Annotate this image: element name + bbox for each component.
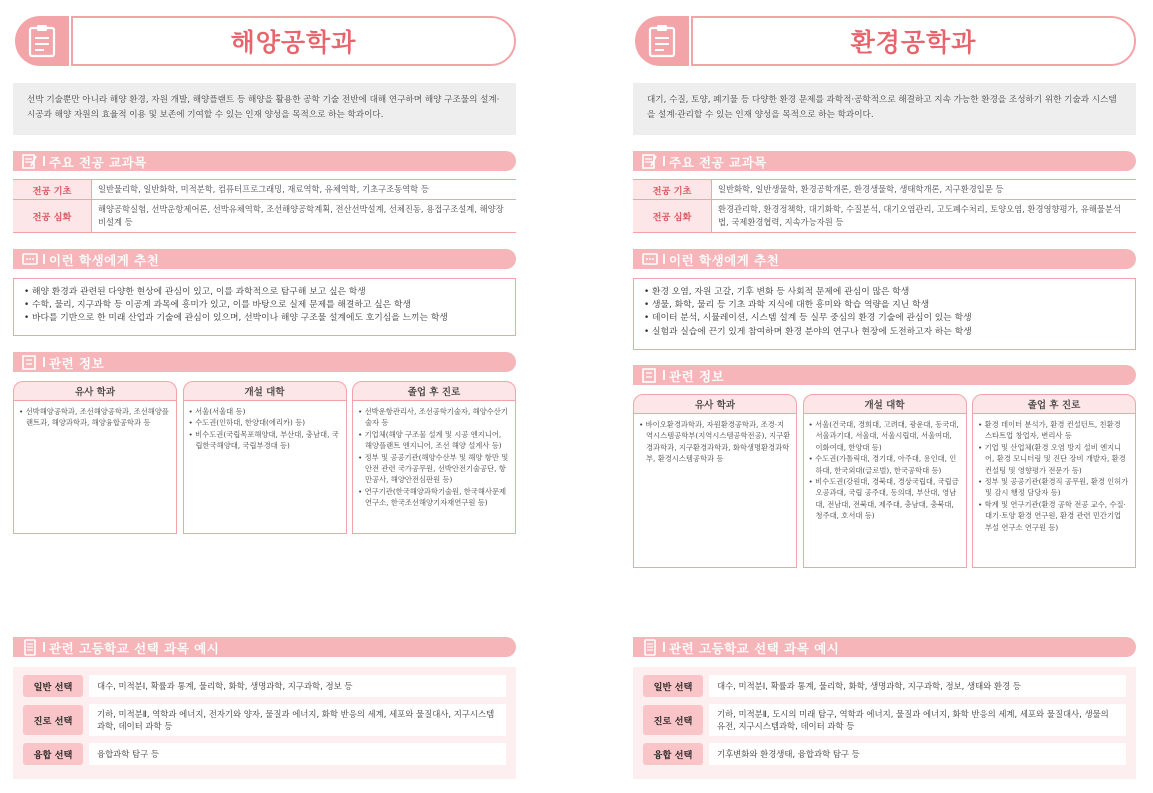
course-value: 일반화학, 일반생물학, 환경공학개론, 환경생물학, 생태학개론, 지구환경입문 등 <box>711 180 1136 199</box>
hs-value: 대수, 미적분Ⅰ, 확률과 통계, 물리학, 화학, 생명과학, 지구과학, 정보 등 <box>89 675 506 697</box>
section-title: 주요 전공 교과목 <box>669 155 767 170</box>
hs-label: 일반 선택 <box>643 675 703 697</box>
list-item: • 연구기관(한국해양과학기술원, 한국해사문제연구소, 한국조선해양기자재연구원 등) <box>358 486 510 509</box>
info-column-similar <box>13 381 177 534</box>
info-body <box>633 414 797 568</box>
section-title: 관련 정보 <box>669 369 725 384</box>
hs-row <box>23 743 506 765</box>
list-item: • 환경 데이터 분석가, 환경 컨설턴트, 친환경 스타트업 창업자, 변리사 등 <box>978 419 1130 442</box>
info-column-careers <box>352 381 516 534</box>
hs-value: 기후변화와 환경생태, 융합과학 탐구 등 <box>709 743 1126 765</box>
hs-row <box>643 675 1126 697</box>
hs-label: 진로 선택 <box>23 705 83 735</box>
section-header-courses <box>13 151 516 171</box>
section-header-highschool <box>13 637 516 657</box>
info-header: 졸업 후 진로 <box>972 394 1136 414</box>
section-header-recommend <box>13 249 516 269</box>
hs-label: 진로 선택 <box>643 705 703 735</box>
phone-list-icon <box>639 637 661 657</box>
list-item: • 학계 및 연구기관(환경 공학 전공 교수, 수질·대기·토양 환경 연구원, 환경 관련 민간기업 부설 연구소 연구원 등) <box>978 499 1130 533</box>
course-label: 전공 심화 <box>13 200 91 232</box>
hs-label: 융합 선택 <box>23 743 83 765</box>
list-item: • 서울(서울대 등) <box>189 406 341 417</box>
section-title: 주요 전공 교과목 <box>49 155 147 170</box>
list-item: • 수도권(가톨릭대, 경기대, 아주대, 용인대, 인하대, 한국외대(글로벌), 한국공학대 등) <box>809 453 961 476</box>
department-description: 선박 기술뿐만 아니라 해양 환경, 자원 개발, 해양플랜트 등 해양을 활용한 공학 기술 전반에 대해 연구하며 해양 구조물의 설계·시공과 해양 자원의 효율적 이용 및 보존에 기여할 수 있는 인재 양성을 목적으로 하는 학과이다. <box>13 83 516 135</box>
course-value: 해양공학실험, 선박운항제어론, 선박유체역학, 조선해양공학계획, 전산선박설계, 선체진동, 용접구조설계, 해양장비설계 등 <box>91 200 516 232</box>
info-body <box>352 401 516 534</box>
clipboard-icon <box>635 16 689 66</box>
title-bar <box>633 14 1136 72</box>
info-body <box>803 414 967 568</box>
list-item: • 실험과 실습에 끈기 있게 참여하며 환경 분야의 연구나 현장에 도전하고자 하는 학생 <box>644 326 1125 339</box>
list-item: • 정부 및 공공기관(환경직 공무원, 환경 인허가 및 감시 행정 담당자 등) <box>978 476 1130 499</box>
section-title: 관련 고등학교 선택 과목 예시 <box>669 641 840 656</box>
notebook-pen-icon <box>639 151 661 171</box>
list-item: • 해양 환경과 관련된 다양한 현상에 관심이 있고, 이를 과학적으로 탐구해 보고 싶은 학생 <box>24 286 505 299</box>
related-info <box>13 381 516 534</box>
info-header: 유사 학과 <box>633 394 797 414</box>
recommend-list <box>13 278 516 336</box>
course-label: 전공 심화 <box>633 200 711 232</box>
info-column-universities <box>183 381 347 534</box>
course-value: 일반물리학, 일반화학, 미적분학, 컴퓨터프로그래밍, 재료역학, 유체역학, 기초구조동역학 등 <box>91 180 516 199</box>
section-header-highschool <box>633 637 1136 657</box>
course-row <box>13 180 516 200</box>
page-environmental-engineering <box>633 0 1136 793</box>
info-body <box>972 414 1136 568</box>
course-label: 전공 기초 <box>633 180 711 199</box>
list-item: • 생물, 화학, 물리 등 기초 과학 지식에 대한 흥미와 학습 역량을 지닌 학생 <box>644 299 1125 312</box>
info-column-careers <box>972 394 1136 568</box>
list-item: • 환경 오염, 자원 고갈, 기후 변화 등 사회적 문제에 관심이 많은 학생 <box>644 286 1125 299</box>
info-header: 개설 대학 <box>183 381 347 401</box>
list-item: • 수도권(인하대, 한양대(에리카) 등) <box>189 417 341 428</box>
department-description: 대기, 수질, 토양, 폐기물 등 다양한 환경 문제를 과학적·공학적으로 해결하고 지속 가능한 환경을 조성하기 위한 기술과 시스템을 설계·관리할 수 있는 인재 양성을 목적으로 하는 학과이다. <box>633 83 1136 135</box>
hs-value: 대수, 미적분Ⅰ, 확률과 통계, 물리학, 화학, 생명과학, 지구과학, 정보, 생태와 환경 등 <box>709 675 1126 697</box>
course-row <box>633 180 1136 200</box>
course-value: 환경관리학, 환경정책학, 대기화학, 수질분석, 대기오염관리, 고도폐수처리, 토양오염, 환경영향평가, 유해물분석법, 국제환경협력, 지속가능자원 등 <box>711 200 1136 232</box>
info-column-similar <box>633 394 797 568</box>
section-title: 이런 학생에게 추천 <box>669 253 780 268</box>
highschool-courses <box>633 667 1136 779</box>
section-header-related <box>633 365 1136 385</box>
list-item: • 비수도권(강원대, 경북대, 경상국립대, 국립금오공과대, 국립 공주대, 동의대, 부산대, 영남대, 전남대, 전북대, 제주대, 충남대, 충북대, 청주대, 호서대 등) <box>809 476 961 522</box>
phone-list-icon <box>19 637 41 657</box>
hs-row <box>23 704 506 736</box>
hs-label: 일반 선택 <box>23 675 83 697</box>
section-header-recommend <box>633 249 1136 269</box>
title-bar <box>13 14 516 72</box>
section-title: 관련 정보 <box>49 356 105 371</box>
recommend-list <box>633 278 1136 350</box>
chat-icon <box>639 249 661 269</box>
list-item: • 정부 및 공공기관(해양수산부 및 해양 항만 및 안전 관련 국가공무원, 선박안전기술공단, 항만공사, 해양안전심판원 등) <box>358 452 510 486</box>
chat-icon <box>19 249 41 269</box>
list-item: • 비수도권(국립목포해양대, 부산대, 충남대, 국립한국해양대, 국립부경대 등) <box>189 429 341 452</box>
section-title: 이런 학생에게 추천 <box>49 253 160 268</box>
notebook-pen-icon <box>19 151 41 171</box>
highschool-courses <box>13 667 516 779</box>
hs-row <box>643 704 1126 736</box>
info-column-universities <box>803 394 967 568</box>
list-item: • 바이오환경과학과, 자원환경공학과, 조경·지역시스템공학부(지역시스템공학전공), 지구환경과학과, 지구환경과학과, 화학생명환경과학부, 환경시스템공학과 등 <box>639 419 791 465</box>
document-info-icon <box>639 365 661 385</box>
hs-value: 기하, 미적분Ⅱ, 도시의 미래 탐구, 역학과 에너지, 물질과 에너지, 화학 반응의 세계, 세포와 물질대사, 생물의 유전, 지구시스템과학, 데이터 과학 등 <box>709 704 1126 736</box>
hs-label: 융합 선택 <box>643 743 703 765</box>
hs-value: 융합과학 탐구 등 <box>89 743 506 765</box>
list-item: • 선박운항관리사, 조선공학기술자, 해양수산기술자 등 <box>358 406 510 429</box>
list-item: • 기업체(해양 구조물 설계 및 시공 엔지니어, 해양플랜트 엔지니어, 조선 해양 설계사 등) <box>358 429 510 452</box>
page-title: 해양공학과 <box>230 28 357 57</box>
info-header: 개설 대학 <box>803 394 967 414</box>
courses-table <box>633 179 1136 233</box>
section-title: 관련 고등학교 선택 과목 예시 <box>49 641 220 656</box>
list-item: • 데이터 분석, 시뮬레이션, 시스템 설계 등 실무 중심의 환경 기술에 관심이 있는 학생 <box>644 312 1125 325</box>
course-row <box>633 200 1136 233</box>
course-label: 전공 기초 <box>13 180 91 199</box>
clipboard-icon <box>15 16 69 66</box>
hs-row <box>23 675 506 697</box>
list-item: • 바다를 기반으로 한 미래 산업과 기술에 관심이 있으며, 선박이나 해양 구조물 설계에도 호기심을 느끼는 학생 <box>24 312 505 325</box>
hs-value: 기하, 미적분Ⅱ, 역학과 에너지, 전자기와 양자, 물질과 에너지, 화학 반응의 세계, 세포와 물질대사, 지구시스템과학, 데이터 과학 등 <box>89 704 506 736</box>
document-info-icon <box>19 352 41 372</box>
section-header-courses <box>633 151 1136 171</box>
info-body <box>13 401 177 534</box>
list-item: • 수학, 물리, 지구과학 등 이공계 과목에 흥미가 있고, 이를 바탕으로 실제 문제를 해결하고 싶은 학생 <box>24 299 505 312</box>
info-header: 졸업 후 진로 <box>352 381 516 401</box>
related-info <box>633 394 1136 568</box>
list-item: • 기업 및 산업체(환경 오염 방지 설비 엔지니어, 환경 모니터링 및 진단 장비 개발자, 환경 컨설팅 및 영향평가 전문가 등) <box>978 442 1130 476</box>
list-item: • 선박해양공학과, 조선해양공학과, 조선해양플랜트과, 해양과학과, 해양융합공학과 등 <box>19 406 171 429</box>
hs-row <box>643 743 1126 765</box>
page-title: 환경공학과 <box>850 28 977 57</box>
section-header-related <box>13 352 516 372</box>
info-body <box>183 401 347 534</box>
info-header: 유사 학과 <box>13 381 177 401</box>
course-row <box>13 200 516 233</box>
page-ocean-engineering <box>13 0 516 793</box>
list-item: • 서울(건국대, 경희대, 고려대, 광운대, 동국대, 서울과기대, 서울대, 서울시립대, 서울여대, 이화여대, 한양대 등) <box>809 419 961 453</box>
courses-table <box>13 179 516 233</box>
